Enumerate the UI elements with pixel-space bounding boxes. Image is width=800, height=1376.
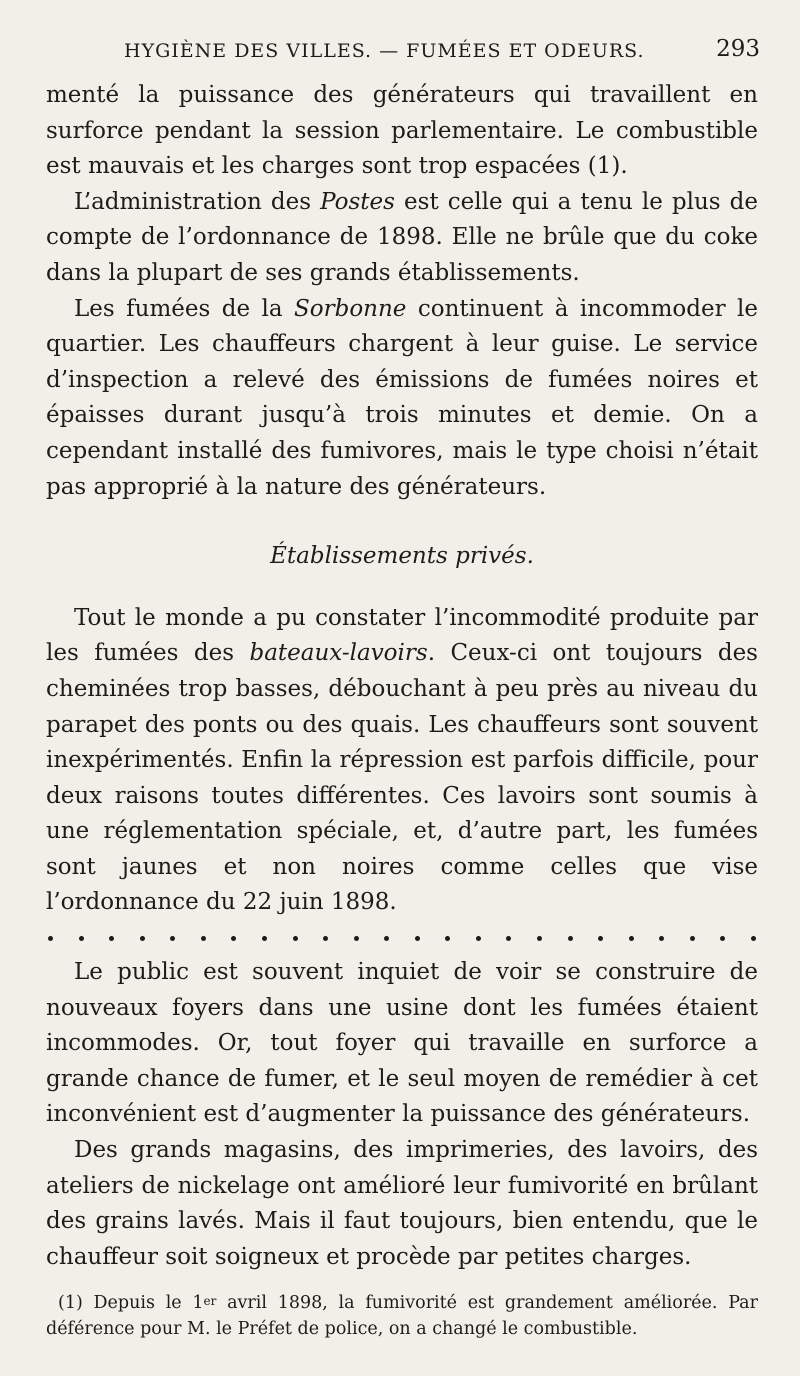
emphasis-bateaux-lavoirs: bateaux-lavoirs (249, 640, 428, 667)
paragraph-4: Tout le monde a pu constater l’incommodité produite par les fumées des bateaux-lavoirs. Ceux-ci ont toujours des cheminées trop basses, débouchant à peu près au niveau du parapet des ponts ou des quais. Les chauffeurs sont souvent inexpérimentés. Enfin la répression est parfois difficile, pour deux raisons toutes différentes. Ces lavoirs sont soumis à une réglementation spéciale, et, d’autre part, les fumées sont jaunes et non noires comme celles que vise l’ordonnance du 22 juin 1898. (46, 604, 758, 916)
paragraph-5: Le public est souvent inquiet de voir se construire de nouveaux foyers dans une usine dont les fumées étaient incommodes. Or, tout foyer qui travaille en surforce a grande chance de fumer, et le seul moyen de remédier à cet inconvénient est d’augmenter la puissance des générateurs. (46, 959, 758, 1128)
page-number: 293 (716, 36, 760, 62)
emphasis-postes: Postes (320, 188, 395, 215)
paragraph-1: menté la puissance des générateurs qui travaillent en surforce pendant la session parlementaire. Le combustible est mauvais et les charges sont trop espacées (1). (46, 82, 758, 180)
body-text (46, 78, 758, 1275)
running-title: HYGIÈNE DES VILLES. — FUMÉES ET ODEURS. (124, 40, 645, 62)
section-heading: Établissements privés. (270, 543, 534, 570)
ellipsis-divider (46, 921, 758, 955)
paragraph-2: L’administration des Postes est celle qui a tenu le plus de compte de l’ordonnance de 1898. Elle ne brûle que du coke dans la plupart de ses grands établissements. (46, 188, 758, 286)
footnote: (1) Depuis le 1er avril 1898, la fumivorité est grandement améliorée. Par déférence pour M. le Préfet de police, on a changé le combustible. (46, 1293, 758, 1339)
paragraph-3: Les fumées de la Sorbonne continuent à incommoder le quartier. Les chauffeurs chargent à leur guise. Le service d’inspection a relevé des émissions de fumées noires et épaisses durant jusqu’à trois minutes et demie. On a cependant installé des fumivores, mais le type choisi n’était pas approprié à la nature des générateurs. (46, 295, 758, 500)
paragraph-6: Des grands magasins, des imprimeries, des lavoirs, des ateliers de nickelage ont amélioré leur fumivorité en brûlant des grains lavés. Mais il faut toujours, bien entendu, que le chauffeur soit soigneux et procède par petites charges. (46, 1137, 758, 1270)
running-header (100, 34, 760, 68)
emphasis-sorbonne: Sorbonne (294, 295, 407, 322)
